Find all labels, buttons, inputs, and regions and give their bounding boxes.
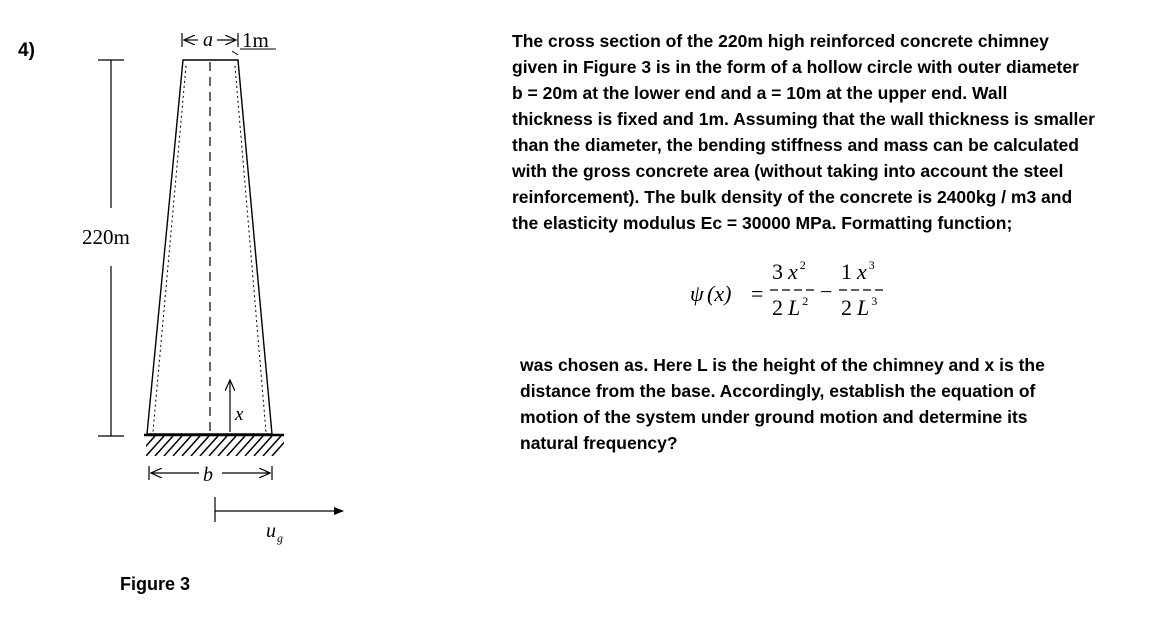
label-b: b [203,464,213,486]
label-height: 220m [82,225,130,249]
term2-denominator: 2 L $^3$ [841,294,878,320]
text-line: The cross section of the 220m high reinforced concrete chimney [512,31,1049,51]
term1-denominator: 2 L $^2$ [772,294,809,320]
x-axis-arrow [230,380,244,432]
text-line: b = 20m at the lower end and a = 10m at the upper end. Wall [512,83,1008,103]
psi-symbol: ψ [690,281,704,306]
top-dimension [182,28,276,55]
text-line: than the diameter, the bending stiffness and mass can be calculated [512,135,1079,155]
text-line: was chosen as. Here L is the height of the chimney and x is the [520,355,1045,375]
text-line: reinforcement). The bulk density of the concrete is 2400kg / m3 and [512,187,1073,207]
base-dimension [149,464,272,486]
text-line: the elasticity modulus Ec = 30000 MPa. Formatting function; [512,213,1013,233]
ground-motion-arrow [215,497,343,545]
shape-function-formula [680,255,920,325]
problem-paragraph-2 [520,352,1100,456]
chimney-body [147,60,272,434]
equals-sign: = [751,281,764,306]
label-x: x [235,404,244,425]
question-number: 4) [18,40,35,61]
minus-sign: − [820,279,833,304]
label-ug: $u_g$ [266,520,283,545]
text-line: with the gross concrete area (without taking into account the steel [512,161,1064,181]
text-line: thickness is fixed and 1m. Assuming that the wall thickness is smaller [512,109,1095,129]
term2-numerator: 1 x $^3$ [841,258,875,284]
text-line: motion of the system under ground motion and determine its [520,407,1028,427]
ground-hatch [137,435,290,456]
text-line: natural frequency? [520,433,678,453]
label-a: a [203,29,213,51]
figure-caption: Figure 3 [120,574,191,594]
text-line: distance from the base. Accordingly, establish the equation of [520,381,1036,401]
height-dimension [82,60,130,436]
problem-paragraph-1 [512,28,1122,236]
label-1m: 1m [242,28,269,52]
chimney-figure [0,0,500,636]
formula-argument: (x) [707,281,732,306]
term1-numerator: 3 x $^2$ [772,258,806,284]
text-line: given in Figure 3 is in the form of a hollow circle with outer diameter [512,57,1079,77]
